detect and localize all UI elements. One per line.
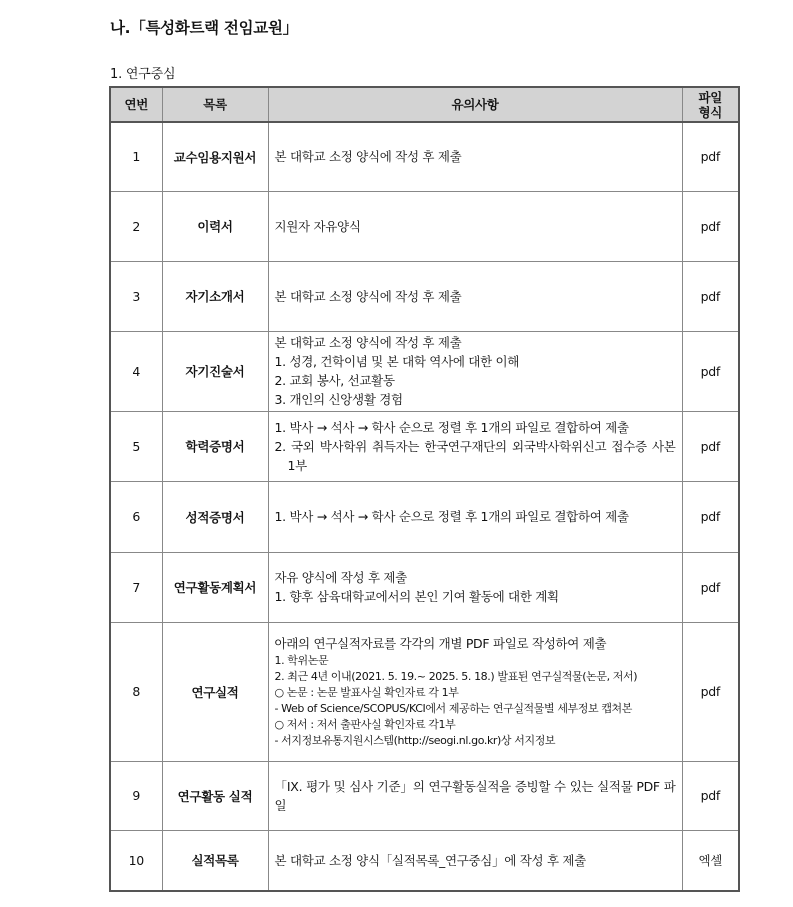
note-line: 2. 교회 봉사, 선교활동 <box>274 373 395 388</box>
note-line: 지원자 자유양식 <box>274 218 361 234</box>
row-note <box>268 552 682 622</box>
table-row <box>110 761 739 830</box>
note-line: - 서지정보유통지원시스템(http://seogi.nl.go.kr)상 서지정보 <box>274 734 556 747</box>
table-row <box>110 122 739 191</box>
table-row <box>110 552 739 622</box>
header-file-type-line2: 형식 <box>698 104 723 120</box>
note-line: ○ 논문 : 논문 발표사실 확인자료 각 1부 <box>274 686 459 699</box>
row-number: 5 <box>110 411 162 481</box>
row-note <box>268 191 682 261</box>
row-item: 학력증명서 <box>162 411 268 481</box>
note-line: 1. 성경, 건학이념 및 본 대학 역사에 대한 이해 <box>274 354 520 369</box>
row-item: 연구활동 실적 <box>162 761 268 830</box>
header-no: 연번 <box>110 87 162 122</box>
table-row <box>110 622 739 761</box>
row-item: 이력서 <box>162 191 268 261</box>
note-line: 본 대학교 소정 양식에 작성 후 제출 <box>274 149 462 165</box>
row-item: 자기소개서 <box>162 261 268 331</box>
section-heading: 나.「특성화트랙 전임교원」 <box>110 19 298 37</box>
row-item: 실적목록 <box>162 830 268 891</box>
note-line: 1. 학위논문 <box>274 654 329 667</box>
note-line: - Web of Science/SCOPUS/KCI에서 제공하는 연구실적물별 세부정보 캡쳐본 <box>274 702 633 715</box>
note-line: 2. 국외 박사학위 취득자는 한국연구재단의 외국박사학위신고 접수증 사본 1부 <box>274 438 676 473</box>
row-note <box>268 261 682 331</box>
note-line: 3. 개인의 신앙생활 경험 <box>274 392 403 407</box>
row-file-type: pdf <box>682 331 739 411</box>
table-row <box>110 481 739 552</box>
row-file-type: pdf <box>682 552 739 622</box>
row-note <box>268 122 682 191</box>
subsection-heading: 1. 연구중심 <box>110 67 176 82</box>
row-file-type: 엑셀 <box>682 830 739 891</box>
row-file-type: pdf <box>682 261 739 331</box>
row-number: 7 <box>110 552 162 622</box>
note-line: 「IX. 평가 및 심사 기준」의 연구활동실적을 증빙할 수 있는 실적물 PDF 파일 <box>274 778 676 813</box>
row-number: 4 <box>110 331 162 411</box>
table-row <box>110 261 739 331</box>
row-note <box>268 830 682 891</box>
row-file-type: pdf <box>682 411 739 481</box>
row-number: 2 <box>110 191 162 261</box>
note-line: 본 대학교 소정 양식에 작성 후 제출 <box>274 335 462 350</box>
header-item: 목록 <box>162 87 268 122</box>
table-row <box>110 411 739 481</box>
table-row <box>110 331 739 411</box>
row-note <box>268 481 682 552</box>
header-file-type <box>682 87 739 122</box>
row-number: 10 <box>110 830 162 891</box>
row-file-type: pdf <box>682 761 739 830</box>
row-item: 자기진술서 <box>162 331 268 411</box>
document-list-table <box>109 86 740 892</box>
table-row <box>110 830 739 891</box>
row-file-type: pdf <box>682 622 739 761</box>
row-number: 8 <box>110 622 162 761</box>
row-number: 1 <box>110 122 162 191</box>
note-line: 1. 박사 → 석사 → 학사 순으로 정렬 후 1개의 파일로 결합하여 제출 <box>274 509 629 524</box>
row-file-type: pdf <box>682 481 739 552</box>
note-line: 본 대학교 소정 양식「실적목록_연구중심」에 작성 후 제출 <box>274 852 586 868</box>
header-note: 유의사항 <box>268 87 682 122</box>
note-line: 자유 양식에 작성 후 제출 <box>274 570 407 585</box>
row-item: 교수임용지원서 <box>162 122 268 191</box>
note-line: 아래의 연구실적자료를 각각의 개별 PDF 파일로 작성하여 제출 <box>274 636 607 651</box>
row-number: 3 <box>110 261 162 331</box>
note-line: ○ 저서 : 저서 출판사실 확인자료 각1부 <box>274 718 456 731</box>
row-note <box>268 331 682 411</box>
header-file-type-line1: 파일 <box>698 89 723 105</box>
row-item: 연구실적 <box>162 622 268 761</box>
row-note <box>268 411 682 481</box>
row-note <box>268 622 682 761</box>
row-number: 9 <box>110 761 162 830</box>
row-number: 6 <box>110 481 162 552</box>
note-line: 2. 최근 4년 이내(2021. 5. 19.~ 2025. 5. 18.) 발표된 연구실적물(논문, 저서) <box>274 670 638 683</box>
row-item: 성적증명서 <box>162 481 268 552</box>
table-header-row <box>110 87 739 122</box>
row-item: 연구활동계획서 <box>162 552 268 622</box>
row-file-type: pdf <box>682 122 739 191</box>
note-line: 1. 향후 삼육대학교에서의 본인 기여 활동에 대한 계획 <box>274 589 559 604</box>
row-file-type: pdf <box>682 191 739 261</box>
note-line: 1. 박사 → 석사 → 학사 순으로 정렬 후 1개의 파일로 결합하여 제출 <box>274 419 629 435</box>
row-note <box>268 761 682 830</box>
table-row <box>110 191 739 261</box>
note-line: 본 대학교 소정 양식에 작성 후 제출 <box>274 288 462 304</box>
